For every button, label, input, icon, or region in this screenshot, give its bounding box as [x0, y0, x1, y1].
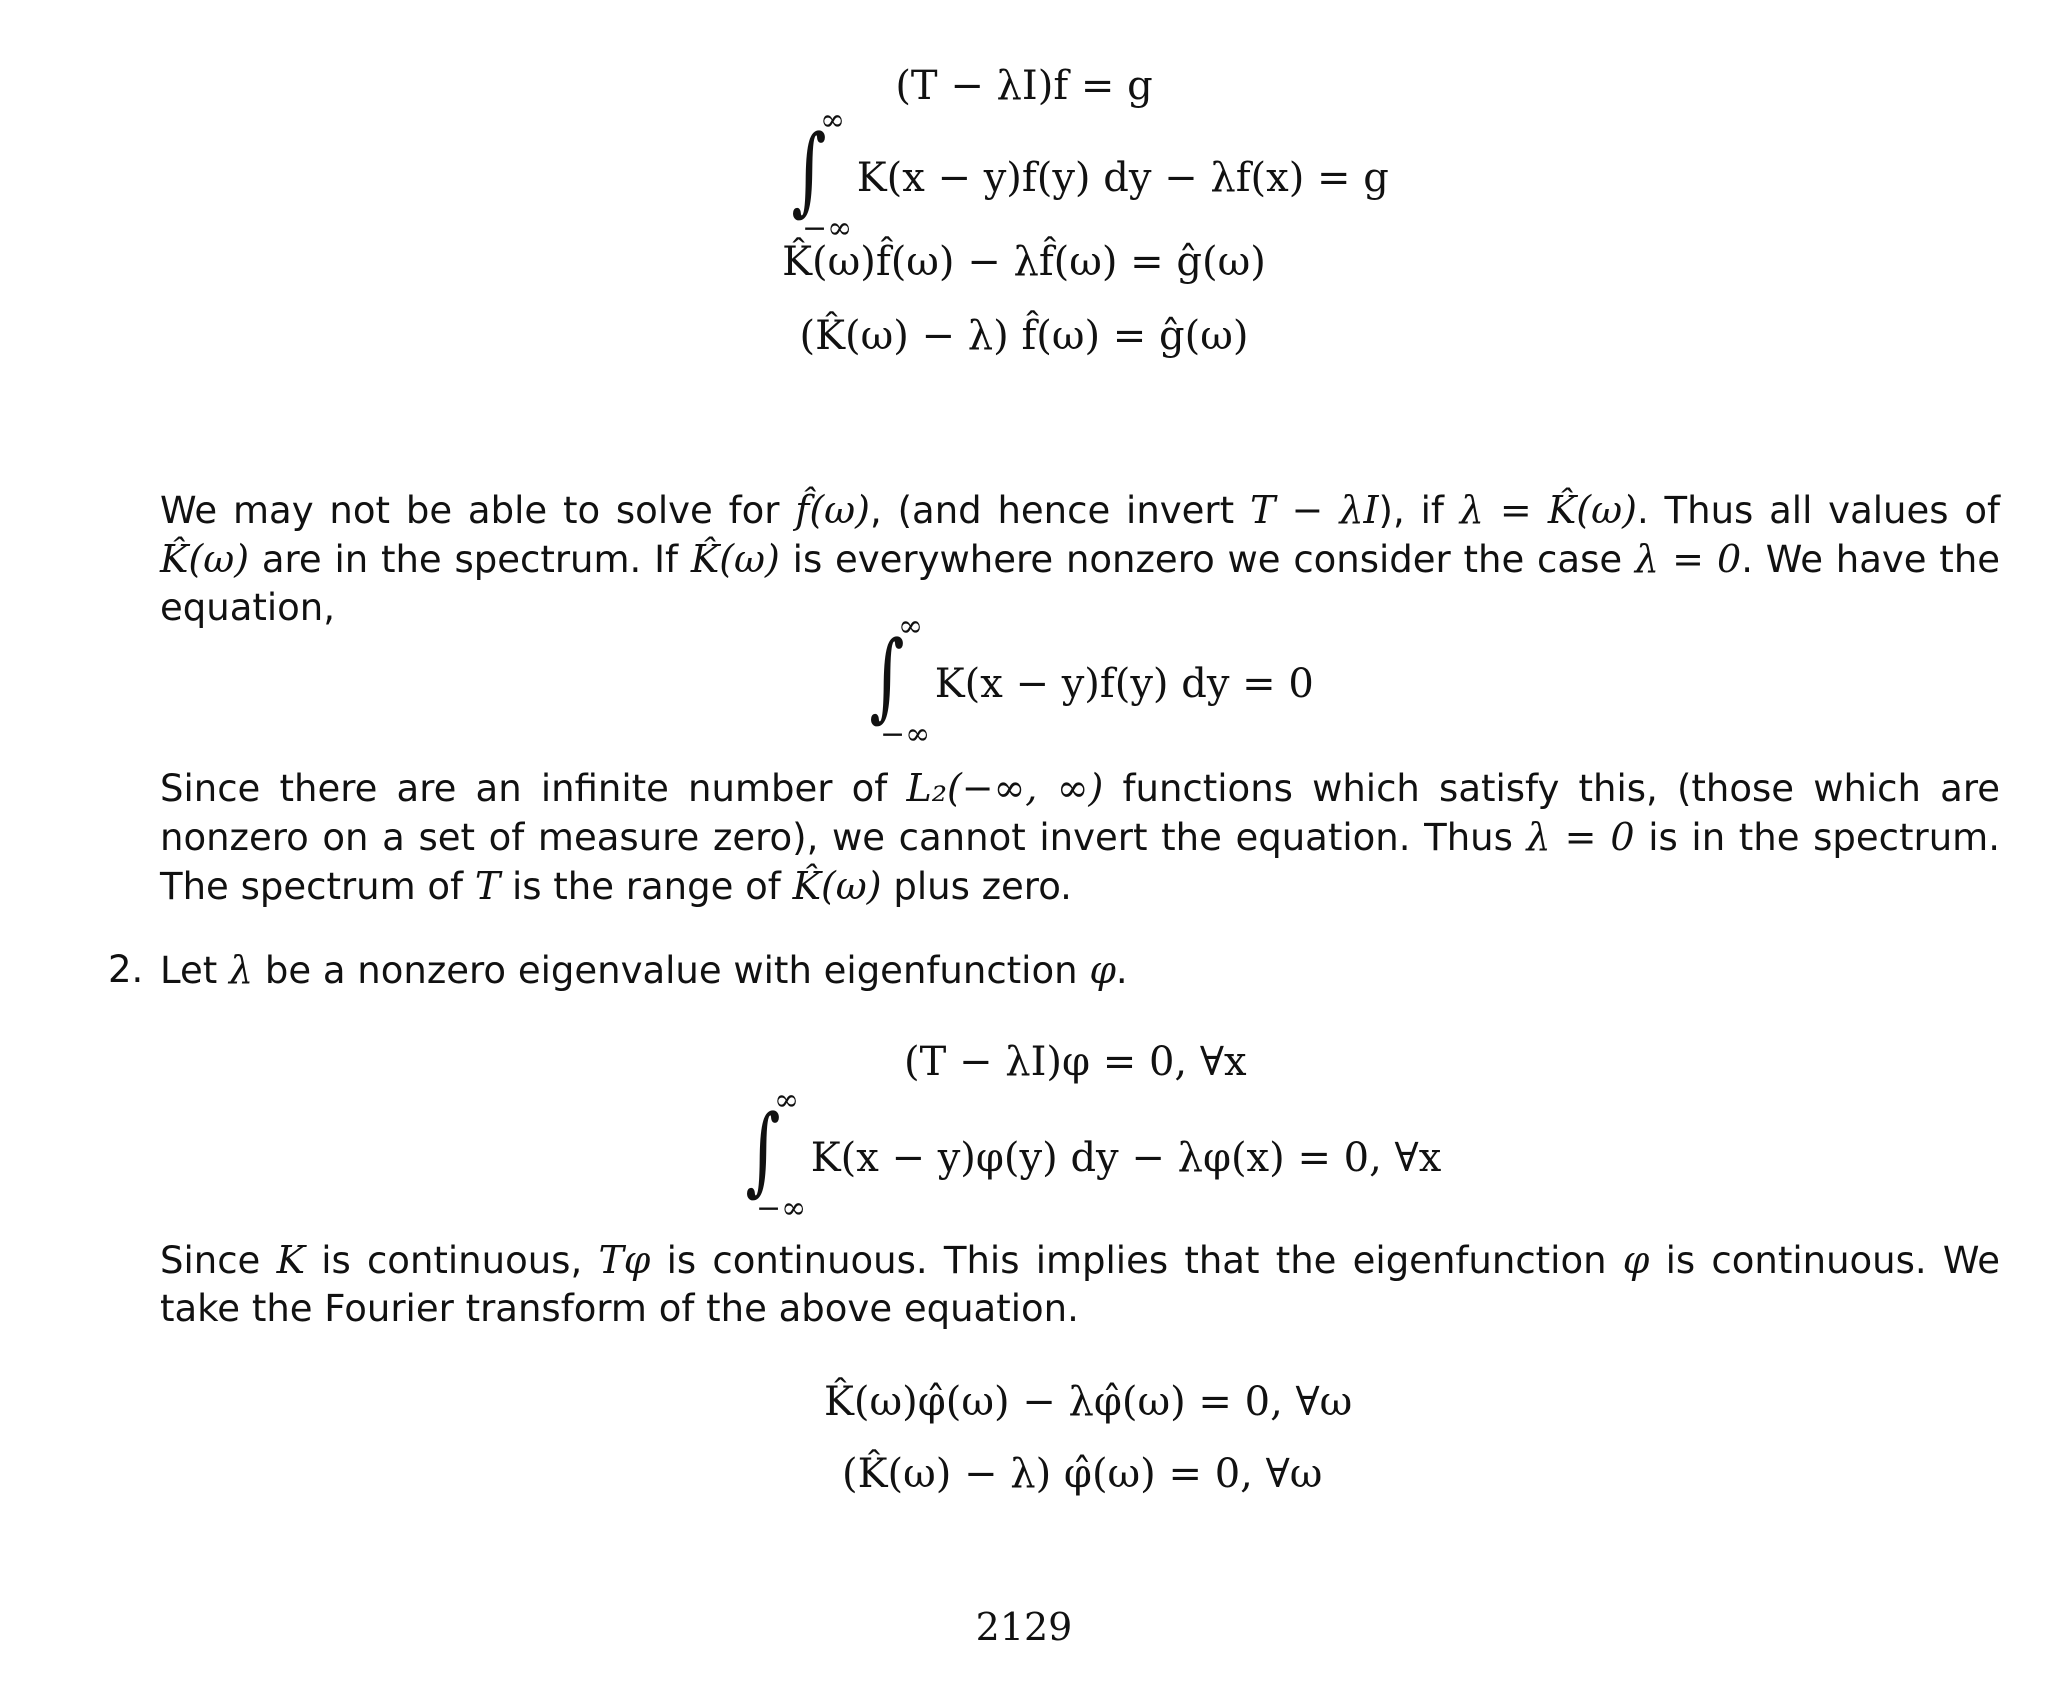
equation-1: (T − λI)f = g [895, 63, 1153, 109]
list-item-number: 2. [108, 948, 144, 991]
paragraph-spectrum: We may not be able to solve for f̂(ω), (and hence invert T − λI), if λ = K̂(ω). Thus all values of K̂(ω) are in the spectrum. If K̂(ω) is everywhere nonzero we consider the case λ = 0. We have the equation, [160, 488, 2001, 629]
equation-3: K̂(ω)f̂(ω) − λf̂(ω) = ĝ(ω) [782, 239, 1266, 285]
page-number: 2129 [975, 1605, 1073, 1649]
equation-integral-zero: ∫ ∞ −∞ K(x − y)f(y) dy = 0 [858, 624, 1314, 744]
equation-eigen-1: (T − λI)φ = 0, ∀x [904, 1039, 1247, 1085]
equation-eigen-2-integral: ∫ ∞ −∞ K(x − y)φ(y) dy − λφ(x) = 0, ∀x [734, 1098, 1441, 1218]
integral-sign: ∫ ∞ −∞ [791, 103, 853, 246]
equation-fourier-1: K̂(ω)φ̂(ω) − λφ̂(ω) = 0, ∀ω [824, 1379, 1353, 1425]
paragraph-continuity: Since K is continuous, Tφ is continuous. This implies that the eigenfunction φ is continuous. We take the Fourier transform of the above equation. [160, 1238, 2001, 1330]
list-item-2-text: Let λ be a nonzero eigenvalue with eigenfunction φ. [160, 948, 1128, 992]
equation-fourier-2: (K̂(ω) − λ) φ̂(ω) = 0, ∀ω [842, 1451, 1323, 1497]
equation-4: (K̂(ω) − λ) f̂(ω) = ĝ(ω) [799, 313, 1249, 359]
paragraph-infinite-functions: Since there are an infinite number of L₂(−∞, ∞) functions which satisfy this, (those which are nonzero on a set of measure zero), we cannot invert the equation. Thus λ = 0 is in the spectrum. The spectrum of T is the range of K̂(ω) plus zero. [160, 766, 2000, 908]
integral-sign: ∫ ∞ −∞ [745, 1083, 807, 1226]
equation-2-integral: ∫ ∞ −∞ K(x − y)f(y) dy − λf(x) = g [780, 118, 1389, 238]
integral-sign: ∫ ∞ −∞ [869, 609, 931, 752]
